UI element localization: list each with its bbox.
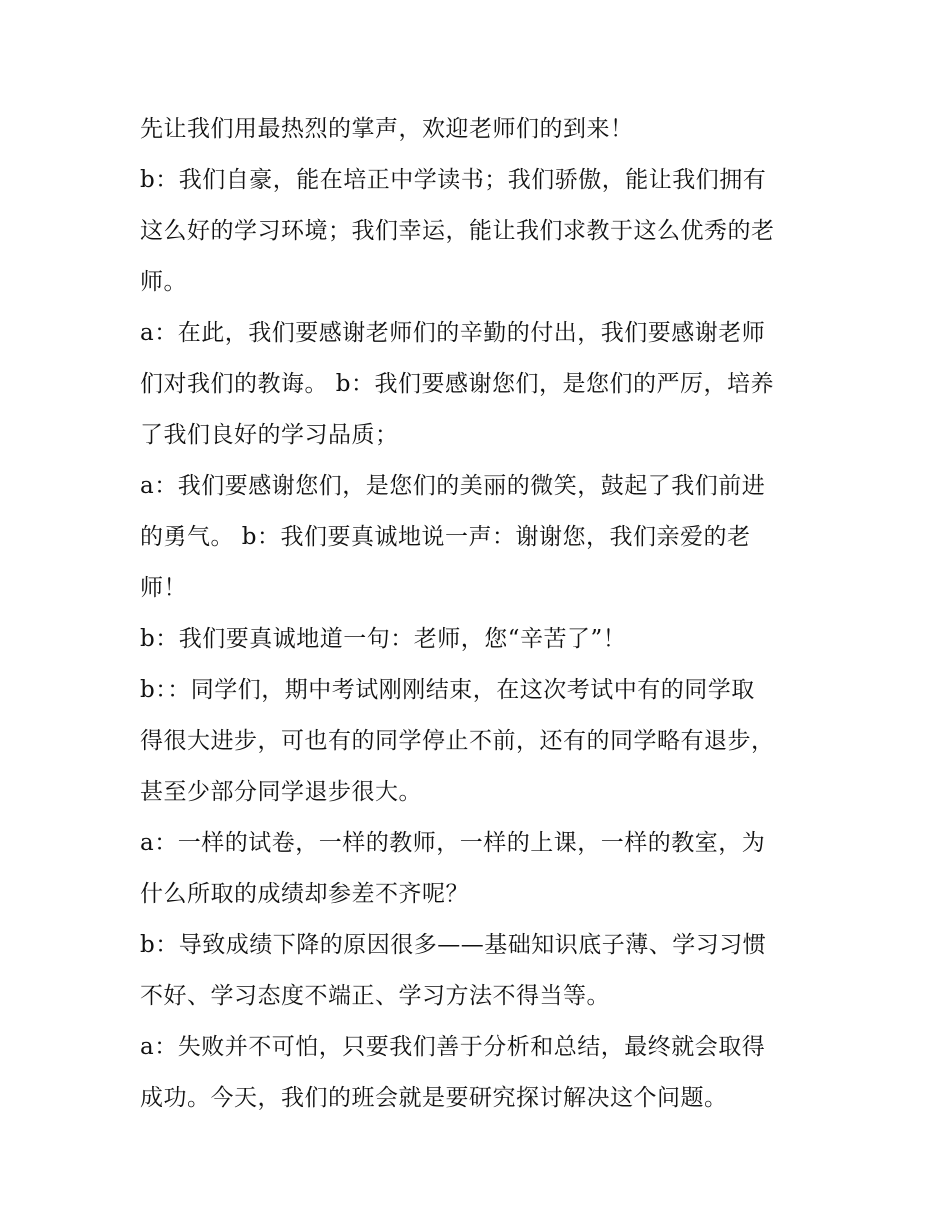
document-body	[140, 104, 820, 1124]
text-line-13: 得很大进步，可也有的同学停止不前，还有的同学略有退步，	[140, 728, 775, 754]
text-line-18: 不好、学习态度不端正、学习方法不得当等。	[140, 983, 610, 1009]
text-line-4: 师。	[140, 269, 187, 295]
text-line-19: a：失败并不可怕，只要我们善于分析和总结，最终就会取得	[140, 1034, 766, 1060]
text-line-5: a：在此，我们要感谢老师们的辛勤的付出，我们要感谢老师	[140, 320, 766, 346]
text-line-1: 先让我们用最热烈的掌声，欢迎老师们的到来！	[140, 116, 634, 142]
text-line-14: 甚至少部分同学退步很大。	[140, 779, 422, 805]
text-line-10: 师！	[140, 575, 187, 601]
text-line-7: 了我们良好的学习品质；	[140, 422, 399, 448]
text-line-2: b：我们自豪，能在培正中学读书；我们骄傲，能让我们拥有	[140, 167, 767, 193]
text-line-15: a：一样的试卷，一样的教师，一样的上课，一样的教室，为	[140, 830, 766, 856]
text-line-17: b：导致成绩下降的原因很多——基础知识底子薄、学习习惯	[140, 932, 767, 958]
text-line-3: 这么好的学习环境；我们幸运，能让我们求教于这么优秀的老	[140, 218, 775, 244]
text-line-6: 们对我们的教诲。 b：我们要感谢您们，是您们的严厉，培养	[140, 371, 775, 397]
text-line-8: a：我们要感谢您们，是您们的美丽的微笑，鼓起了我们前进	[140, 473, 766, 499]
text-line-16: 什么所取的成绩却参差不齐呢？	[140, 881, 469, 907]
text-line-9: 的勇气。 b：我们要真诚地说一声：谢谢您，我们亲爱的老	[140, 524, 751, 550]
text-line-11: b：我们要真诚地道一句：老师，您“辛苦了”！	[140, 626, 627, 652]
text-line-20: 成功。今天，我们的班会就是要研究探讨解决这个问题。	[140, 1085, 728, 1111]
text-line-12: b：：同学们，期中考试刚刚结束，在这次考试中有的同学取	[140, 677, 755, 703]
